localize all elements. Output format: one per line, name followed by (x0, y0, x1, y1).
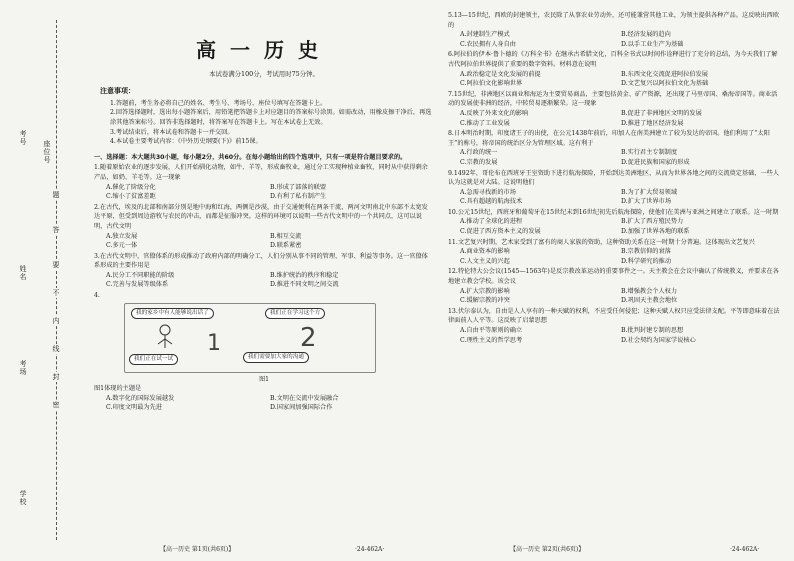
school-label: 学校 (19, 490, 27, 506)
option: D.科学研究的推动 (621, 257, 672, 265)
option: B.实行君主专制制度 (621, 149, 678, 157)
option: B.为了扩大贸易领域 (621, 188, 678, 196)
cut-char: 内 (50, 316, 62, 326)
footer-page-1: 【高一历史 第1页(共6页)】 (160, 546, 235, 553)
question-stem: 7.15世纪，非洲地区以商业和海运为主要贸易商品，主要包括黄金、矿产资源，还出现了马里帝国、桑海帝国等。商业活动的发展使非洲的经济，中转贸易逐渐繁荣。这一现象 (448, 90, 778, 108)
question-9 (448, 169, 782, 207)
question-stem: 3.在古代文明中，官僚体系的形成推动了政府内部的明确分工，人们分别从事不同的管理、军事、利益等事务。这一官僚体系形成的主要作用是 (94, 252, 428, 270)
speech-bubble: 我们正在学习这个方 (265, 308, 325, 319)
option: C.缓解宗教的冲突 (460, 297, 510, 305)
option: C.农民拥有人身自由 (460, 40, 516, 48)
question-5 (448, 11, 782, 49)
option: B.东西文化交流促进阿拉伯发展 (621, 70, 708, 78)
question-12 (448, 267, 782, 305)
option: A.民分工不同职能的阶级 (106, 271, 175, 279)
cut-char: 封 (50, 372, 62, 382)
question-stem: 12.特伦特大公会议(1545—1563年)是反宗教改革运动的重要事件之一。天主教会在会议中确认了传统教义，并要求在各地建立教会学校。该会议 (448, 268, 779, 286)
footer-code-1: ·24-462A· (355, 546, 385, 553)
footer-page-2: 【高一历史 第2页(共6页)】 (510, 546, 585, 553)
svg-text:1: 1 (207, 330, 221, 356)
option: D.推进了地区经济发展 (621, 119, 684, 127)
option: D.有利了私有制产生 (270, 193, 327, 201)
question-1 (94, 163, 434, 201)
cut-char: 密 (50, 400, 62, 410)
option: B.形成了部落的联盟 (270, 183, 327, 191)
option: B.相互交流 (270, 232, 302, 240)
cartoon-figure (124, 303, 376, 373)
cartoon-figures-drawing (125, 304, 375, 372)
option: B.文明在交流中发展融合 (270, 394, 339, 402)
option: C.印度文明最为先进 (106, 404, 162, 412)
option: B.促进了非洲地区文明的发展 (621, 109, 702, 117)
option: C.具有超越的航海技术 (460, 198, 523, 206)
option: D.推进不同文明之间交流 (270, 281, 339, 289)
speech-bubble: 我的家乡中有人能够说出话了 (131, 308, 214, 319)
question-2 (94, 203, 434, 251)
option: D.文艺复兴以阿拉伯文化为基础 (621, 80, 709, 88)
question-stem: 11.文艺复兴时期，艺术家受到了富有的商人家族的资助，这种资助关系在这一时期十分普遍。这体现出文艺复兴 (448, 238, 755, 246)
option: A.商业资本的影响 (460, 248, 510, 256)
option: C.阿拉伯文化影响世界 (460, 80, 523, 88)
svg-text:2: 2 (300, 322, 317, 353)
option: D.促进民族和国家的形成 (621, 158, 690, 166)
option: C.促进了西方资本主义的发展 (460, 228, 541, 236)
cut-char: 不 (50, 288, 62, 298)
option: A.封建制生产模式 (460, 31, 510, 39)
option: A.独立发展 (106, 232, 138, 240)
question-7 (448, 90, 782, 128)
option: D.扩大了世界市场 (621, 198, 672, 206)
right-column (448, 10, 782, 345)
cut-char: 线 (50, 344, 62, 354)
question-stem: 13.伏尔泰认为，自由是人人享有的一种天赋的权利，不应受任何侵犯；这种天赋人权只应受法律支配。平等即意味着在法律面前人人平等。这反映了启蒙思想 (448, 307, 780, 325)
notice-item: 1.答题前，考生务必将自己的姓名、考生号、考场号、座位号填写在答题卡上。 (110, 99, 327, 107)
option: C.人文主义的兴起 (460, 257, 510, 265)
question-stem: 9.1492年，哥伦布在西班牙王室资助下进行航海探险，开始到达美洲地区，从而为世界各地之间的交流奠定基础，一些人认为这就是对大陆。这说明他们 (448, 169, 780, 187)
option: D.社会契约为国家学说核心 (621, 336, 696, 344)
option: B.增强教会个人权力 (621, 287, 678, 295)
exam-info: 本试卷满分100分，考试用时75分钟。 (209, 69, 319, 78)
option: A.急需寻找新的市场 (460, 188, 516, 196)
question-number: 4. (94, 292, 100, 300)
option: D.联系紧密 (270, 242, 302, 250)
option: A.反映了外来文化的影响 (460, 109, 529, 117)
notice-item: 2.回答选择题时，选出每小题答案后，用铅笔把答题卡上对应题目的答案标号涂黑。如需改动，用橡皮擦干净后，再选涂其他答案标号。回答非选择题时，将答案写在答题卡上。写在本试卷上无效。 (110, 109, 432, 126)
section-heading: 一、选择题：本大题共30小题，每小题2分，共60分。在每小题给出的四个选项中，只有一项是符合题目要求的。 (94, 153, 407, 161)
question-stem: 图1体现的主题是 (94, 385, 142, 393)
option: D.以手工业生产为基础 (621, 40, 684, 48)
option: A.催化了阶级分化 (106, 183, 156, 191)
option: C.缩小了贫富差距 (106, 193, 156, 201)
option: A.自由平等原则的确立 (460, 327, 523, 334)
seal-line (56, 20, 57, 540)
cut-char: 题 (50, 190, 62, 200)
option: A.数字化的国际发展越发 (106, 394, 175, 402)
option: D.国家间加强国际合作 (270, 404, 333, 412)
option: B.扩大了西方殖民势力 (621, 218, 684, 226)
question-11 (448, 238, 782, 267)
seat-label: 座位号 (43, 140, 51, 164)
option: D.巩固天主教会地位 (621, 297, 678, 305)
question-stem: 2.在古代，埃及的北部和南部分别是地中海和红海，两侧是沙漠，由于交通便利在两条干流，两河文明南北中东部不太宽发达平原，但受到周边游牧与农民的冲击，而都是征服冲突。这样的环境可以说明一些古代文明中的一个共同点，这可以说明，古代文明 (94, 203, 428, 230)
option: A.推动了全球化的进程 (460, 218, 523, 226)
option: C.多元一体 (106, 242, 138, 250)
footer-code-2: ·24-462A· (730, 546, 760, 553)
option: B.批判封建专制的思想 (621, 327, 684, 334)
kaohao-label: 考号 (19, 130, 27, 146)
notice-item: 4.本试卷主要考试内容：《中外历史纲要(下)》前15课。 (110, 138, 262, 146)
speech-bubble: 我们需要加大家的沟通 (243, 352, 309, 363)
option: B.宗教信仰的衰落 (621, 248, 671, 256)
notice-item: 3.考试结束后，将本试卷和答题卡一并交回。 (110, 128, 234, 136)
option: C.完善与发展等级体系 (106, 281, 169, 289)
notice-heading: 注意事项： (100, 87, 135, 96)
option: B.经济发展的趋向 (621, 31, 671, 39)
option: B.维护统治的秩序和稳定 (270, 271, 339, 279)
option: A.行政的统一 (460, 149, 498, 157)
question-3 (94, 252, 434, 290)
left-column (94, 10, 434, 413)
question-10 (448, 208, 782, 237)
option: A.扩大宗教的影响 (460, 287, 510, 295)
question-8 (448, 129, 782, 167)
question-stem: 5.13—15世纪，西欧的封建领主，农民除了从事农业劳动外，还可能兼营其他工业，为领主提供各种产品。这反映出西欧的 (448, 12, 780, 29)
option: C.理性主义的哲学思考 (460, 336, 523, 344)
question-4 (94, 291, 434, 413)
question-stem: 8.日本明治时期，印度诸王子的出使，在公元1438年前后，印加人在南美洲建立了较为发达的帝国。他们利用了“太阳王”的称号，将帝国的统治区分为管理区域。这有利于 (448, 130, 770, 147)
figure-caption: 图1 (259, 375, 269, 383)
name-label: 姓名 (19, 265, 27, 281)
question-13 (448, 307, 782, 345)
binding-margin (14, 20, 76, 540)
question-stem: 10.公元15世纪，西班牙和葡萄牙在15世纪末到16世纪初先后航海探险，使他们在美洲与亚洲之间建立了联系。这一时期 (448, 208, 779, 216)
page-title: 高一历史 (196, 38, 332, 62)
question-6 (448, 50, 782, 88)
question-stem: 6.阿拉伯的伊本·鲁卜德的《万科全书》在继承古希腊文化，百科全书式以时间作诠释进行了充分的总结，为今天我们了解古代阿拉伯世界提供了重要的数字资料。材料意在说明 (448, 51, 778, 68)
speech-bubble: 我们正在试一试 (129, 354, 178, 365)
option: C.推动了工业发展 (460, 119, 510, 127)
question-stem: 1.随着原始农业的逐步发展，人们开始驯化动物，如牛、羊等，形成畜牧业，通过分工实现种植业畜牧，同时从中获得剩余产品，如奶、羊毛等。这一现象 (94, 164, 428, 181)
exam-room-label: 考场 (19, 360, 27, 376)
option: A.政治稳定是文化发展的前提 (460, 70, 541, 78)
cut-char: 要 (50, 260, 62, 270)
cut-char: 答 (50, 225, 62, 235)
option: D.加强了世界各地的联系 (621, 228, 690, 236)
option: C.宗教的发展 (460, 158, 498, 166)
